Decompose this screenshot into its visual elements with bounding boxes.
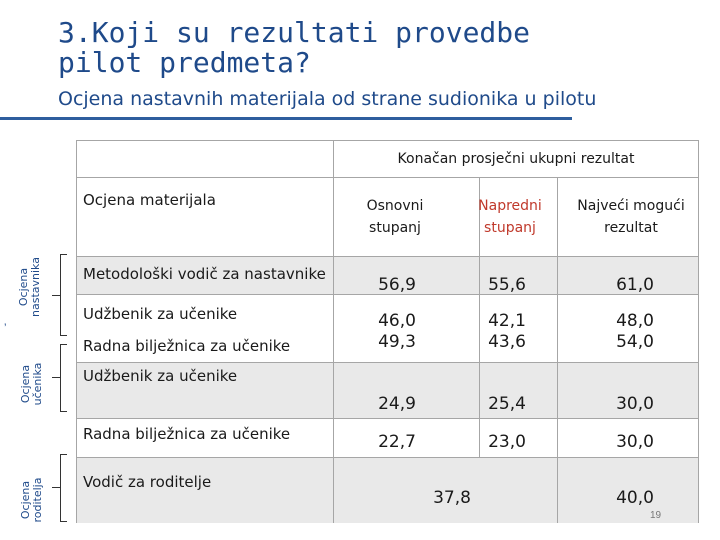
grid-line xyxy=(77,457,699,458)
grid-line xyxy=(77,177,699,178)
page-number: 19 xyxy=(650,510,662,521)
row-label: Metodološki vodič za nastavnike xyxy=(83,265,326,283)
row-label: Radna bilježnica za učenike xyxy=(83,425,291,443)
cell-basic: 22,7 xyxy=(378,432,416,452)
bracket-tick xyxy=(52,487,60,488)
bracket-tick xyxy=(52,377,60,378)
cell-max: 30,0 xyxy=(616,394,654,414)
cell-advanced: 25,4 xyxy=(488,394,526,414)
row-label: Vodič za roditelje xyxy=(83,473,212,491)
stray-mark: ’ xyxy=(4,322,7,334)
cell-advanced: 55,6 xyxy=(488,275,526,295)
cell-advanced: 43,6 xyxy=(488,332,526,352)
cell-combined: 37,8 xyxy=(433,488,471,508)
page-subtitle: Ocjena nastavnih materijala od strane sudionika u pilotu xyxy=(58,88,597,110)
grid-line xyxy=(698,141,699,523)
title-underline xyxy=(0,117,572,120)
cell-basic: 56,9 xyxy=(378,275,416,295)
grid-line xyxy=(333,141,334,523)
cell-max: 30,0 xyxy=(616,432,654,452)
results-table xyxy=(76,140,699,523)
cell-basic: 24,9 xyxy=(378,394,416,414)
cell-max: 48,0 xyxy=(616,311,654,331)
side-label-parents: Ocjena roditelja xyxy=(19,477,44,523)
row-header: Ocjena materijala xyxy=(83,191,216,209)
row-label: Udžbenik za učenike xyxy=(83,305,238,323)
cell-advanced: 23,0 xyxy=(488,432,526,452)
cell-max: 40,0 xyxy=(616,488,654,508)
side-label-teachers: Ocjena nastavnika xyxy=(17,257,42,317)
cell-basic: 49,3 xyxy=(378,332,416,352)
grid-line xyxy=(77,362,699,363)
group-header: Konačan prosječni ukupni rezultat xyxy=(397,151,635,167)
row-label: Udžbenik za učenike xyxy=(83,367,238,385)
cell-max: 54,0 xyxy=(616,332,654,352)
bracket-tick xyxy=(52,295,60,296)
cell-max: 61,0 xyxy=(616,275,654,295)
page-title: 3.Koji su rezultati provedbe pilot predmeta? xyxy=(58,16,531,79)
col-header-max: Najveći mogući rezultat xyxy=(577,198,685,236)
row-label: Radna bilježnica za učenike xyxy=(83,337,291,355)
grid-line xyxy=(77,418,699,419)
cell-basic: 46,0 xyxy=(378,311,416,331)
bracket-students xyxy=(60,344,67,412)
bracket-parents xyxy=(60,454,67,522)
side-label-students: Ocjena učenika xyxy=(19,362,44,406)
cell-advanced: 42,1 xyxy=(488,311,526,331)
col-header-advanced: Napredni stupanj xyxy=(478,198,542,236)
grid-line xyxy=(77,256,699,257)
bracket-teachers xyxy=(60,254,67,336)
col-header-basic: Osnovni stupanj xyxy=(366,198,424,236)
